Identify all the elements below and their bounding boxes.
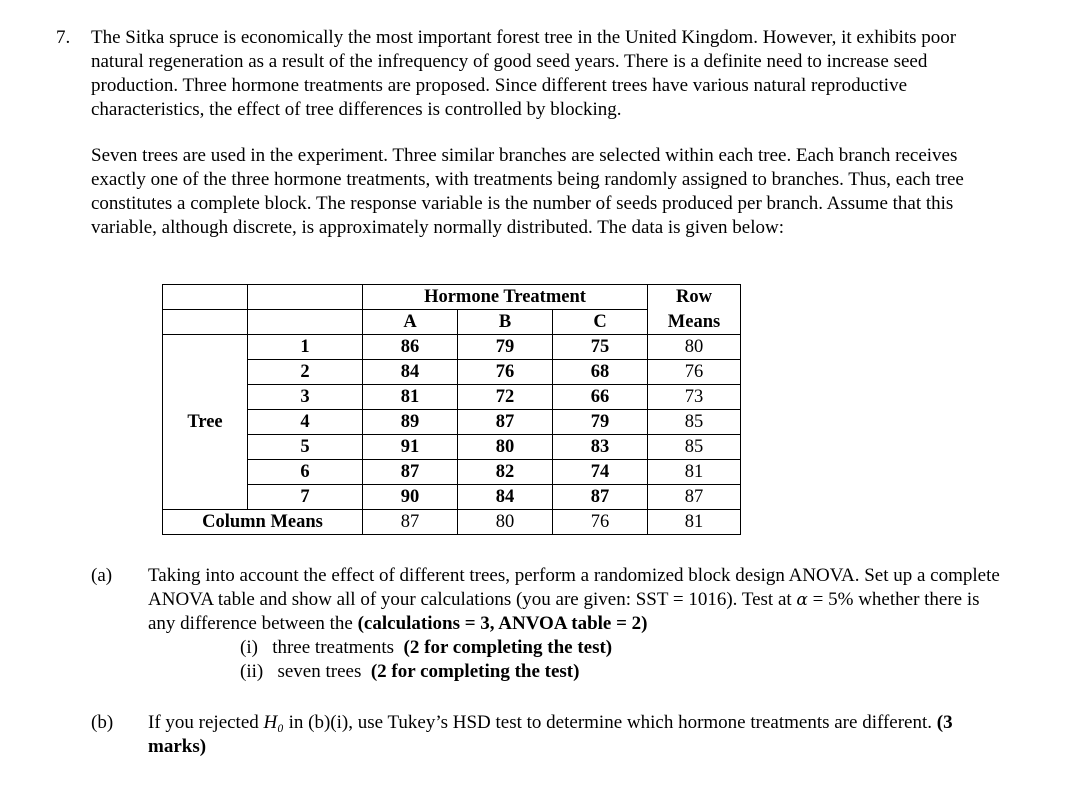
tree-number: 6 <box>248 460 363 485</box>
table-header-row <box>163 285 741 310</box>
treatment-a-header: A <box>363 310 458 335</box>
value-cell: 87 <box>553 485 648 510</box>
value-cell: 90 <box>363 485 458 510</box>
empty-cell <box>248 285 363 310</box>
table-row <box>163 385 741 410</box>
part-b-text-2: in (b)(i), use Tukey’s HSD test to determine which hormone treatments are different. <box>283 712 937 733</box>
sub-ii-text: seven trees <box>277 661 362 682</box>
row-means-header: Row <box>648 285 741 310</box>
part-b-text <box>148 711 1008 759</box>
value-cell: 89 <box>363 410 458 435</box>
column-means-label: Column Means <box>163 510 363 535</box>
value-cell: 72 <box>458 385 553 410</box>
tree-number: 2 <box>248 360 363 385</box>
intro-paragraph: The Sitka spruce is economically the most important forest tree in the United Kingdom. However, it exhibits poor natural regeneration as a result of the infrequency of good seed years. There is a definite need to increase seed production. Three hormone treatments are proposed. Since different trees have various natural reproductive characteristics, the effect of tree differences is controlled by blocking. <box>91 27 957 120</box>
sub-i-label: (i) <box>240 637 258 658</box>
part-b-label: (b) <box>91 712 114 733</box>
table-row <box>163 485 741 510</box>
tree-number: 7 <box>248 485 363 510</box>
part-a-marks: (calculations = 3, ANVOA table = 2) <box>357 613 648 634</box>
part-a-text <box>148 564 1008 636</box>
sub-question-ii <box>240 660 579 684</box>
value-cell: 68 <box>553 360 648 385</box>
empty-cell <box>248 310 363 335</box>
tree-label: Tree <box>163 335 248 510</box>
row-mean-cell: 85 <box>648 435 741 460</box>
table-subheader-row <box>163 310 741 335</box>
value-cell: 91 <box>363 435 458 460</box>
value-cell: 86 <box>363 335 458 360</box>
sub-question-i <box>240 636 612 660</box>
row-mean-cell: 85 <box>648 410 741 435</box>
value-cell: 83 <box>553 435 648 460</box>
sub-ii-label: (ii) <box>240 661 264 682</box>
grand-mean-cell: 81 <box>648 510 741 535</box>
alpha-symbol: α <box>796 590 808 610</box>
value-cell: 79 <box>458 335 553 360</box>
value-cell: 80 <box>458 435 553 460</box>
h0-symbol: H₀ <box>263 712 284 733</box>
sub-ii-marks: (2 for completing the test) <box>370 661 580 682</box>
value-cell: 75 <box>553 335 648 360</box>
row-mean-cell: 80 <box>648 335 741 360</box>
part-a-text-1: Taking into account the effect of different trees, perform a randomized block design ANOVA. Set up a complete ANOVA table and show all of your calculations (you are given: SST = 1016). Test at <box>148 565 1000 610</box>
part-b-text-1: If you rejected <box>148 712 264 733</box>
sub-i-text: three treatments <box>272 637 395 658</box>
value-cell: 84 <box>458 485 553 510</box>
value-cell: 87 <box>458 410 553 435</box>
experiment-paragraph: Seven trees are used in the experiment. Three similar branches are selected within each tree. Each branch receives exactly one of the three hormone treatments, with treatments being randomly assigned to branches. Thus, each tree constitutes a complete block. The response variable is the number of seeds produced per branch. Assume that this variable, although discrete, is approximately normally distributed. The data is given below: <box>91 145 964 238</box>
value-cell: 76 <box>458 360 553 385</box>
part-a-text-2: = 5% whether there is any difference between the <box>148 589 980 634</box>
table-row <box>163 410 741 435</box>
tree-number: 4 <box>248 410 363 435</box>
treatment-header: Hormone Treatment <box>363 285 648 310</box>
column-means-row <box>163 510 741 535</box>
treatment-c-header: C <box>553 310 648 335</box>
part-b-marks: (3 marks) <box>148 712 953 757</box>
row-mean-cell: 81 <box>648 460 741 485</box>
tree-number: 3 <box>248 385 363 410</box>
value-cell: 74 <box>553 460 648 485</box>
tree-number: 1 <box>248 335 363 360</box>
value-cell: 79 <box>553 410 648 435</box>
table-row <box>163 335 741 360</box>
value-cell: 84 <box>363 360 458 385</box>
data-table <box>162 284 741 535</box>
column-mean-cell: 76 <box>553 510 648 535</box>
part-a-label: (a) <box>91 565 113 586</box>
row-mean-cell: 76 <box>648 360 741 385</box>
treatment-b-header: B <box>458 310 553 335</box>
value-cell: 87 <box>363 460 458 485</box>
sub-i-marks: (2 for completing the test) <box>403 637 613 658</box>
tree-number: 5 <box>248 435 363 460</box>
row-means-header-2: Means <box>648 310 741 335</box>
value-cell: 82 <box>458 460 553 485</box>
empty-cell <box>163 285 248 310</box>
table-row <box>163 435 741 460</box>
question-number: 7. <box>56 27 71 48</box>
column-mean-cell: 87 <box>363 510 458 535</box>
value-cell: 81 <box>363 385 458 410</box>
table-row <box>163 360 741 385</box>
row-mean-cell: 87 <box>648 485 741 510</box>
value-cell: 66 <box>553 385 648 410</box>
empty-cell <box>163 310 248 335</box>
row-mean-cell: 73 <box>648 385 741 410</box>
table-row <box>163 460 741 485</box>
column-mean-cell: 80 <box>458 510 553 535</box>
